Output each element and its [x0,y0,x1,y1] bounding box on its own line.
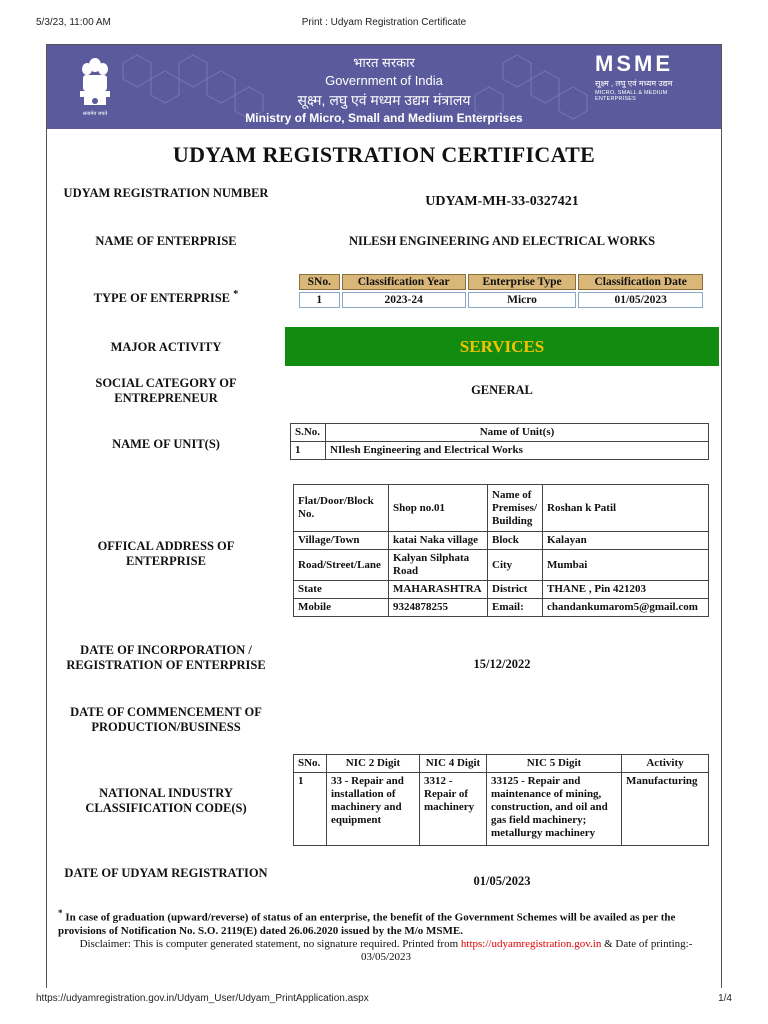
social-category-label: SOCIAL CATEGORY OF ENTREPRENEUR [95,376,237,405]
disclaimer-prefix: Disclaimer: This is computer generated statement, no signature required. Printed from [79,938,459,950]
incorporation-date-value: 15/12/2022 [473,657,531,671]
nic-table [293,754,709,846]
unit-names-label: NAME OF UNIT(S) [112,437,220,451]
table-row [294,485,709,532]
graduation-note [58,907,714,938]
banner-hindi-govt: भारत सरकार [353,55,415,70]
table-cell: 1 [291,442,326,460]
table-header-cell: Enterprise Type [468,274,577,290]
table-row [294,550,709,581]
disclaimer-suffix: & Date of printing:- [604,938,693,950]
commencement-date-label: DATE OF COMMENCEMENT OF PRODUCTION/BUSINESS [70,705,262,734]
table-header-row [291,424,709,442]
enterprise-type-label-text: TYPE OF ENTERPRISE [93,291,231,306]
government-banner [47,45,721,129]
note-asterisk: * [58,908,63,918]
udyam-registration-link[interactable]: https://udyamregistration.gov.in [460,938,602,950]
msme-logo-english: MICRO, SMALL & MEDIUM ENTERPRISES [595,90,668,102]
table-header-row [299,274,703,290]
address-field-label: Road/Street/Lane [294,550,389,581]
table-cell: 2023-24 [342,292,466,308]
address-field-value: Shop no.01 [389,485,488,532]
address-label: OFFICAL ADDRESS OF ENTERPRISE [97,539,235,568]
table-header-row [294,755,709,773]
address-field-value: katai Naka village [389,532,488,550]
address-field-value: Kalayan [543,532,709,550]
address-field-label: Block [488,532,543,550]
table-cell: 1 [294,773,327,846]
printing-date: 03/05/2023 [360,951,412,963]
table-row [299,292,703,308]
banner-hindi-ministry: सूक्ष्म, लघु एवं मध्यम उद्यम मंत्रालय [297,92,471,108]
udyam-reg-date-label: DATE OF UDYAM REGISTRATION [64,866,268,880]
address-field-label: Name of Premises/ Building [488,485,543,532]
table-cell: 1 [299,292,340,308]
udyam-reg-date-value: 01/05/2023 [473,874,531,888]
msme-logo-text: MSME [595,51,673,76]
units-table [290,423,709,460]
print-datetime: 5/3/23, 11:00 AM [36,17,111,28]
table-row [294,599,709,617]
address-field-label: Flat/Door/Block No. [294,485,389,532]
incorporation-date-label: DATE OF INCORPORATION / REGISTRATION OF ENTERPRISE [66,643,266,672]
enterprise-type-table [297,272,705,310]
address-field-value: Mumbai [543,550,709,581]
table-row [294,581,709,599]
table-header-cell: S.No. [291,424,326,442]
table-header-cell: NIC 2 Digit [327,755,420,773]
address-field-value: 9324878255 [389,599,488,617]
address-field-value: chandankumarom5@gmail.com [543,599,709,617]
address-field-label: Email: [488,599,543,617]
enterprise-type-asterisk: * [233,289,239,300]
address-field-label: District [488,581,543,599]
reg-number-value: UDYAM-MH-33-0327421 [425,194,579,209]
social-category-value: GENERAL [471,383,533,397]
reg-number-label: UDYAM REGISTRATION NUMBER [63,186,269,200]
address-field-value: Kalyan Silphata Road [389,550,488,581]
address-table [293,484,709,617]
banner-govt-of-india: Government of India [325,73,443,88]
table-row [294,532,709,550]
nic-codes-label: NATIONAL INDUSTRY CLASSIFICATION CODE(S) [85,786,247,815]
print-header [0,17,768,29]
svg-text:सत्यमेव जयते: सत्यमेव जयते [82,111,108,117]
table-cell: 33 - Repair and installation of machinery and equipment [327,773,420,846]
table-header-cell: NIC 5 Digit [487,755,622,773]
address-field-value: MAHARASHTRA [389,581,488,599]
disclaimer [58,938,714,964]
table-header-cell: SNo. [299,274,340,290]
print-title: Print : Udyam Registration Certificate [301,17,467,28]
address-field-label: Mobile [294,599,389,617]
address-field-value: THANE , Pin 421203 [543,581,709,599]
major-activity-value: SERVICES [285,327,719,366]
table-header-cell: SNo. [294,755,327,773]
address-field-label: State [294,581,389,599]
table-cell: 01/05/2023 [578,292,703,308]
table-cell: 3312 - Repair of machinery [420,773,487,846]
banner-ministry: Ministry of Micro, Small and Medium Enterprises [245,111,523,125]
print-url: https://udyamregistration.gov.in/Udyam_User/Udyam_PrintApplication.aspx [36,993,369,1004]
table-cell: Manufacturing [622,773,709,846]
address-field-value: Roshan k Patil [543,485,709,532]
msme-logo-hindi: सूक्ष्म , लघु एवं मध्यम उद्यम [595,79,673,88]
msme-logo [595,51,705,102]
table-header-cell: Name of Unit(s) [326,424,709,442]
enterprise-name-value: NILESH ENGINEERING AND ELECTRICAL WORKS [348,234,656,248]
table-header-cell: Classification Year [342,274,466,290]
page-number: 1/4 [718,993,732,1004]
address-field-label: City [488,550,543,581]
table-row [294,773,709,846]
major-activity-label: MAJOR ACTIVITY [110,340,222,354]
note-text: In case of graduation (upward/reverse) of status of an enterprise, the benefit of the Government Schemes will be availed as per the provisions of Notification No. S.O. 2119(E) dated 26.06.2020 issued by the M/o MSME. [58,911,676,937]
table-row [291,442,709,460]
table-header-cell: Classification Date [578,274,703,290]
print-footer [0,993,768,1005]
table-cell: 33125 - Repair and maintenance of mining, construction, and oil and gas field machinery; metallurgy machinery [487,773,622,846]
table-cell: NIlesh Engineering and Electrical Works [326,442,709,460]
table-header-cell: Activity [622,755,709,773]
certificate-title: UDYAM REGISTRATION CERTIFICATE [172,142,596,167]
address-field-label: Village/Town [294,532,389,550]
enterprise-name-label: NAME OF ENTERPRISE [95,234,237,248]
table-header-cell: NIC 4 Digit [420,755,487,773]
table-cell: Micro [468,292,577,308]
enterprise-type-label [60,288,272,306]
